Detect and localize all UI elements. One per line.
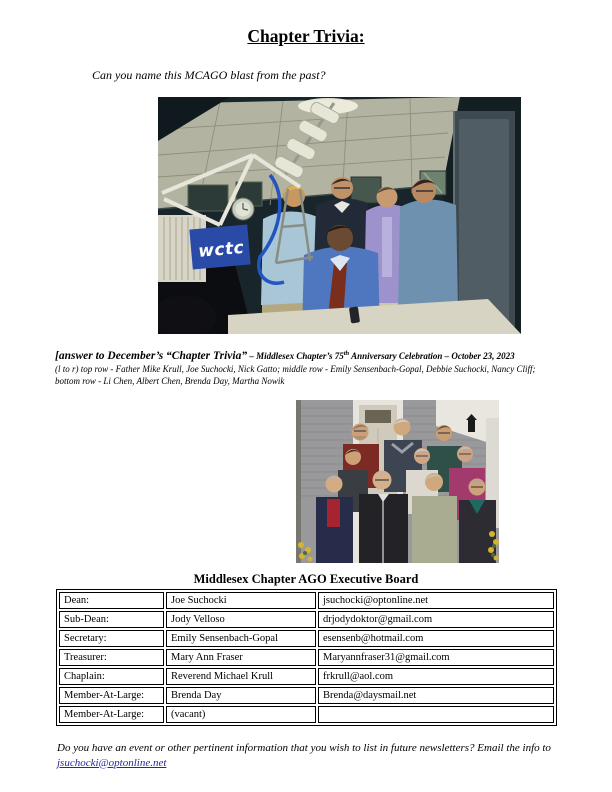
email-cell (318, 706, 554, 723)
table-row (59, 687, 554, 704)
studio-photo-image (158, 97, 521, 334)
table-row (59, 592, 554, 609)
page-title: Chapter Trivia: (247, 26, 365, 46)
group-photo-image (296, 400, 499, 563)
name-cell: Brenda Day (166, 687, 316, 704)
email-cell: Brenda@daysmail.net (318, 687, 554, 704)
caption-superscript: th (343, 350, 350, 357)
email-cell: drjodydoktor@gmail.com (318, 611, 554, 628)
caption-line-3: bottom row - Li Chen, Albert Chen, Brenda Day, Martha Nowik (55, 375, 285, 386)
table-row (59, 668, 554, 685)
photo-caption (55, 346, 567, 387)
role-cell: Sub-Dean: (59, 611, 164, 628)
caption-tail-post: Anniversary Celebration – October 23, 2023 (349, 351, 515, 361)
name-cell: (vacant) (166, 706, 316, 723)
role-cell: Chaplain: (59, 668, 164, 685)
board-table (56, 589, 557, 726)
name-cell: Emily Sensenbach-Gopal (166, 630, 316, 647)
group-photo (296, 400, 499, 563)
email-cell: esensenb@hotmail.com (318, 630, 554, 647)
role-cell: Member-At-Large: (59, 687, 164, 704)
table-row (59, 706, 554, 723)
role-cell: Member-At-Large: (59, 706, 164, 723)
caption-line-2: (l to r) top row - Father Mike Krull, Joe Suchocki, Nick Gatto; middle row - Emily Sensenbach-Gopal, Debbie Suchocki, Nancy Cliff; (55, 364, 536, 374)
role-cell: Treasurer: (59, 649, 164, 666)
caption-line-1 (55, 346, 567, 364)
email-cell: frkrull@aol.com (318, 668, 554, 685)
board-heading: Middlesex Chapter AGO Executive Board (193, 572, 419, 586)
role-cell: Dean: (59, 592, 164, 609)
footer-text: Do you have an event or other pertinent information that you wish to list in future newsletters? Email the info to (57, 742, 551, 754)
trivia-question: Can you name this MCAGO blast from the past? (92, 68, 326, 82)
email-cell: Maryannfraser31@gmail.com (318, 649, 554, 666)
studio-photo (158, 97, 521, 334)
footer-note (57, 741, 562, 770)
name-cell: Joe Suchocki (166, 592, 316, 609)
name-cell: Jody Velloso (166, 611, 316, 628)
caption-tail (247, 351, 515, 361)
name-cell: Mary Ann Fraser (166, 649, 316, 666)
wctc-logo: wctc (197, 237, 246, 262)
email-link[interactable]: jsuchocki@optonline.net (57, 756, 167, 769)
name-cell: Reverend Michael Krull (166, 668, 316, 685)
table-row (59, 630, 554, 647)
caption-tail-pre: – Middlesex Chapter’s 75 (247, 351, 344, 361)
table-row (59, 611, 554, 628)
role-cell: Secretary: (59, 630, 164, 647)
email-cell: jsuchocki@optonline.net (318, 592, 554, 609)
caption-lead: [answer to December’s “Chapter Trivia” (55, 350, 248, 362)
table-row (59, 649, 554, 666)
